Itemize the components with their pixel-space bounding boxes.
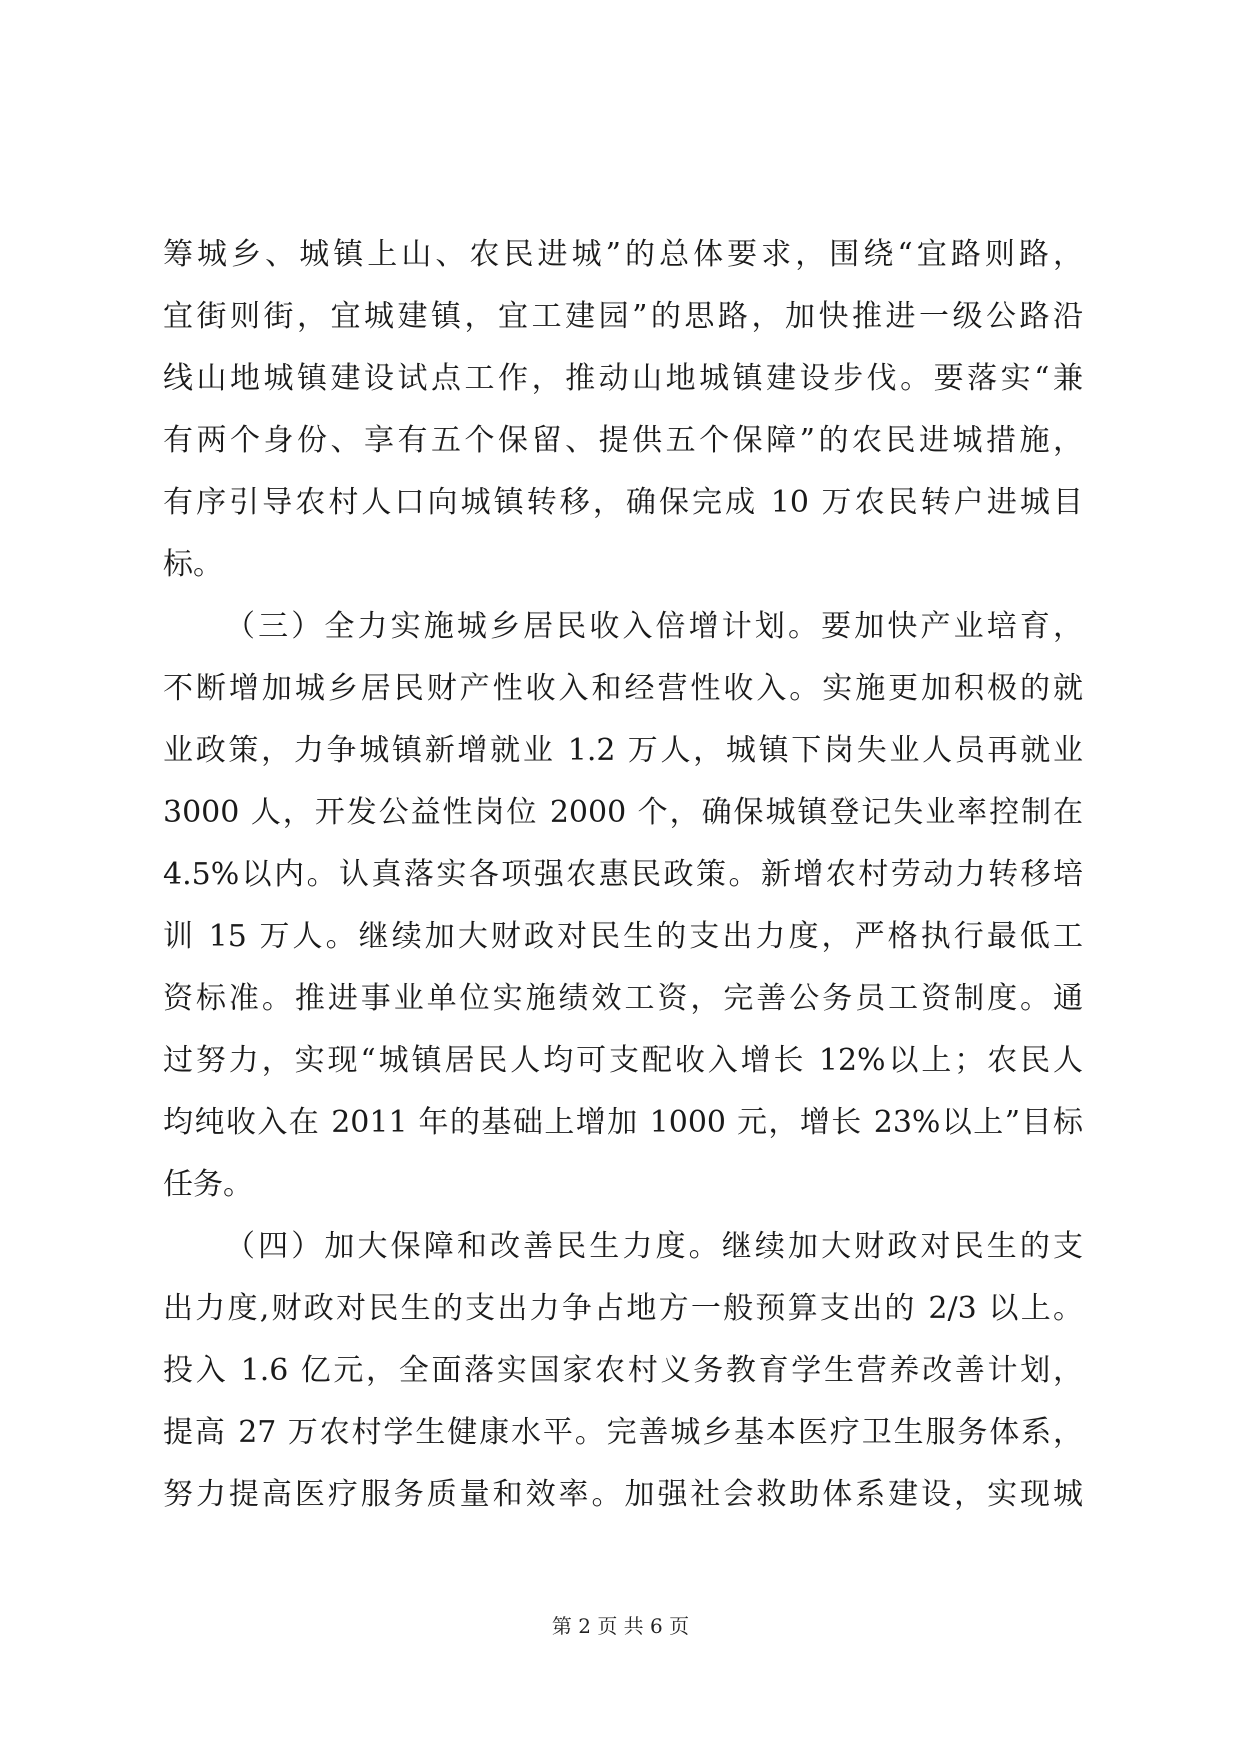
text-line: 投入 1.6 亿元，全面落实国家农村义务教育学生营养改善计划， (163, 1353, 1083, 1388)
page-number: 第 2 页 共 6 页 (551, 1614, 690, 1638)
page-footer (0, 1610, 1241, 1639)
text-line: 资标准。推进事业单位实施绩效工资，完善公务员工资制度。通 (163, 981, 1083, 1016)
text-line: 过努力，实现“城镇居民人均可支配收入增长 12%以上；农民人 (163, 1043, 1083, 1078)
text-line: 不断增加城乡居民财产性收入和经营性收入。实施更加积极的就 (163, 671, 1083, 706)
text-line: 业政策，力争城镇新增就业 1.2 万人，城镇下岗失业人员再就业 (163, 733, 1083, 768)
text-line: 4.5%以内。认真落实各项强农惠民政策。新增农村劳动力转移培 (163, 857, 1083, 892)
text-line: 标。 (163, 547, 223, 582)
text-line: 有两个身份、享有五个保留、提供五个保障”的农民进城措施， (163, 423, 1083, 458)
text-line: 均纯收入在 2011 年的基础上增加 1000 元，增长 23%以上”目标 (163, 1105, 1083, 1140)
text-line: 出力度,财政对民生的支出力争占地方一般预算支出的 2/3 以上。 (163, 1291, 1083, 1326)
text-line: 训 15 万人。继续加大财政对民生的支出力度，严格执行最低工 (163, 919, 1083, 954)
text-line: 宜街则街，宜城建镇，宜工建园”的思路，加快推进一级公路沿 (163, 299, 1083, 334)
text-line: 筹城乡、城镇上山、农民进城”的总体要求，围绕“宜路则路， (163, 237, 1083, 272)
text-line: 有序引导农村人口向城镇转移，确保完成 10 万农民转户进城目 (163, 485, 1083, 520)
text-line: 线山地城镇建设试点工作，推动山地城镇建设步伐。要落实“兼 (163, 361, 1083, 396)
text-line: 3000 人，开发公益性岗位 2000 个，确保城镇登记失业率控制在 (163, 795, 1083, 830)
text-line: 提高 27 万农村学生健康水平。完善城乡基本医疗卫生服务体系， (163, 1415, 1083, 1450)
document-body (163, 224, 1083, 1526)
paragraph-heading-three: （三）全力实施城乡居民收入倍增计划。要加快产业培育， (225, 609, 1083, 644)
paragraph-heading-four: （四）加大保障和改善民生力度。继续加大财政对民生的支 (225, 1229, 1083, 1264)
text-line: 努力提高医疗服务质量和效率。加强社会救助体系建设，实现城 (163, 1477, 1083, 1512)
text-line: 任务。 (163, 1167, 253, 1202)
